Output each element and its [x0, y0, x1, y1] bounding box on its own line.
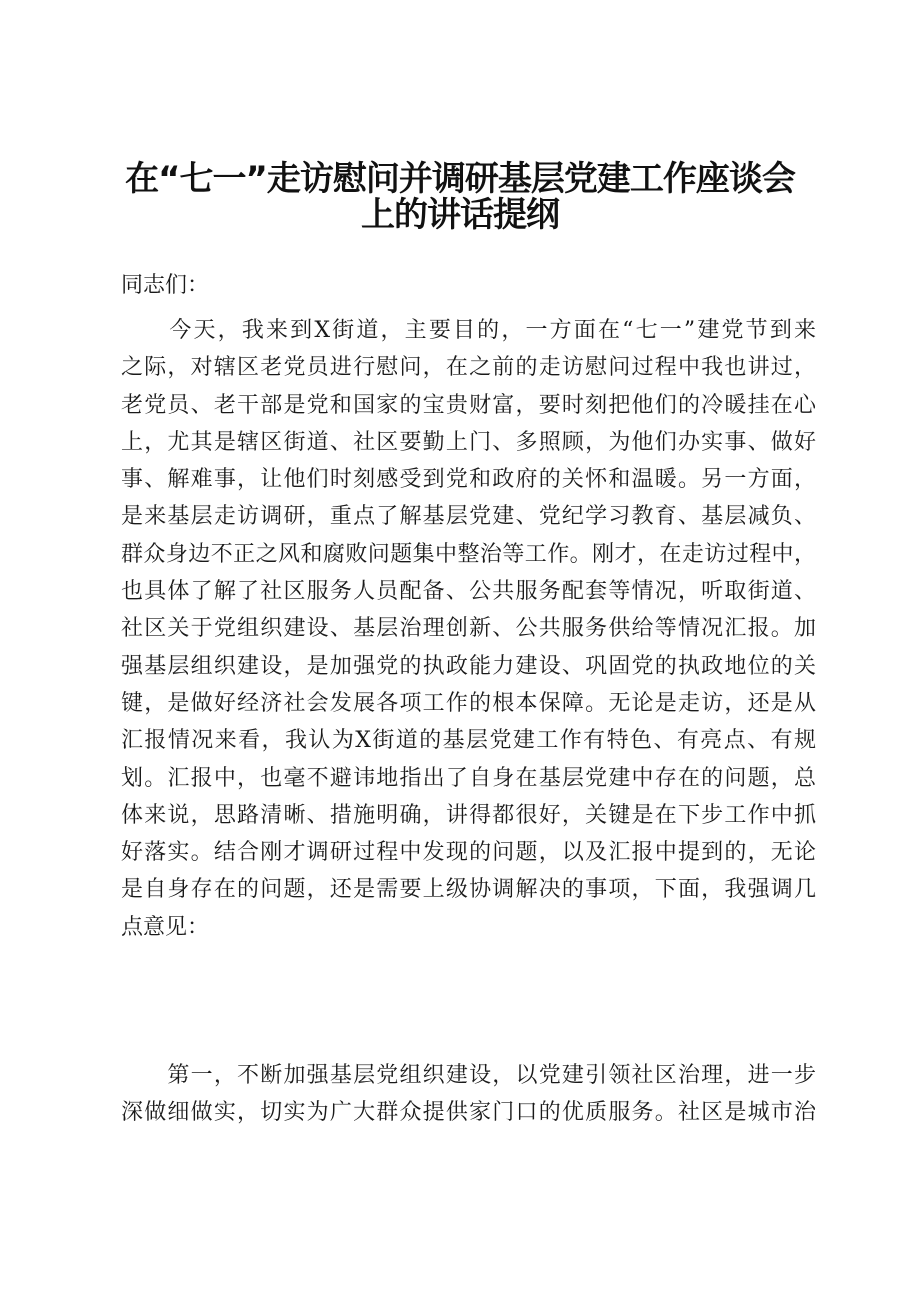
- paragraph-line: 今天，我来到X街道，主要目的，一方面在“七一”建党节到来: [121, 318, 816, 343]
- paragraph-line: 也具体了解了社区服务人员配备、公共服务配套等情况，听取街道、: [121, 579, 816, 605]
- paragraph-line: 是自身存在的问题，还是需要上级协调解决的事项，下面，我强调几: [121, 877, 816, 903]
- paragraph-line: 上，尤其是辖区街道、社区要勤上门、多照顾，为他们办实事、做好: [121, 429, 816, 455]
- paragraph-line: 第一，不断加强基层党组织建设，以党建引领社区治理，进一步: [121, 1063, 816, 1088]
- paragraph-line: 是来基层走访调研，重点了解基层党建、党纪学习教育、基层减负、: [121, 504, 816, 530]
- paragraph-line: 好落实。结合刚才调研过程中发现的问题，以及汇报中提到的，无论: [121, 840, 816, 866]
- paragraph-line: 之际，对辖区老党员进行慰问，在之前的走访慰问过程中我也讲过，: [121, 355, 816, 381]
- greeting: 同志们：: [121, 273, 210, 298]
- paragraph-1: [121, 312, 816, 946]
- paragraph-line: 点意见：: [121, 914, 210, 940]
- paragraph-2: [121, 1057, 816, 1132]
- document-title-line-2: 上的讲话提纲: [361, 195, 559, 235]
- paragraph-line: 汇报情况来看，我认为X街道的基层党建工作有特色、有亮点、有规: [121, 728, 816, 754]
- paragraph-line: 划。汇报中，也毫不避讳地指出了自身在基层党建中存在的问题，总: [121, 765, 816, 791]
- document-title-line-1: 在“七一”走访慰问并调研基层党建工作座谈会: [125, 159, 795, 199]
- paragraph-line: 强基层组织建设，是加强党的执政能力建设、巩固党的执政地位的关: [121, 653, 816, 679]
- paragraph-line: 键，是做好经济社会发展各项工作的根本保障。无论是走访，还是从: [121, 690, 816, 716]
- paragraph-line: 老党员、老干部是党和国家的宝贵财富，要时刻把他们的冷暖挂在心: [121, 392, 816, 418]
- paragraph-line: 社区关于党组织建设、基层治理创新、公共服务供给等情况汇报。加: [121, 616, 816, 642]
- paragraph-line: 事、解难事，让他们时刻感受到党和政府的关怀和温暖。另一方面，: [121, 467, 816, 493]
- paragraph-line: 群众身边不正之风和腐败问题集中整治等工作。刚才，在走访过程中，: [121, 541, 816, 567]
- paragraph-line: 体来说，思路清晰、措施明确，讲得都很好，关键是在下步工作中抓: [121, 802, 816, 828]
- paragraph-line: 深做细做实，切实为广大群众提供家门口的优质服务。社区是城市治: [121, 1100, 816, 1126]
